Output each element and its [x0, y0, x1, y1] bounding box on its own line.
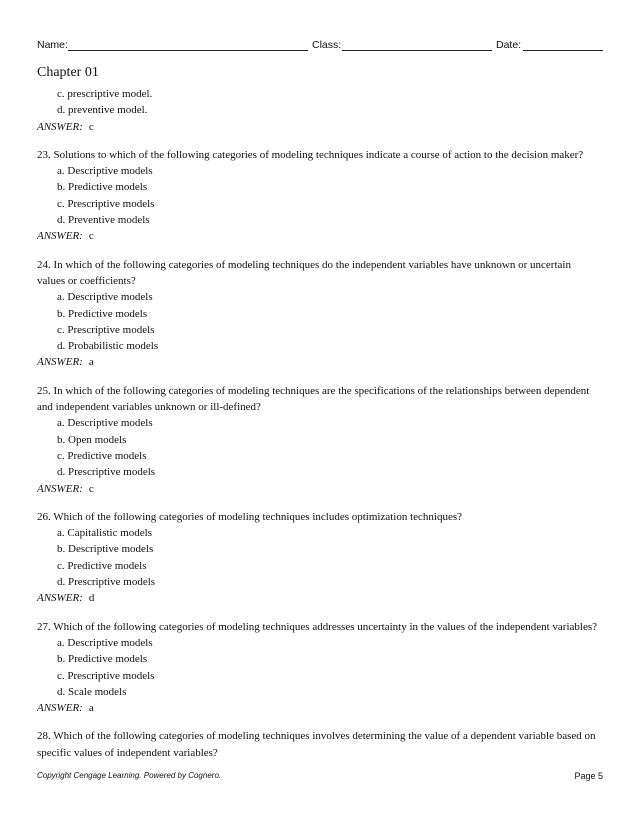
option: d. Prescriptive models	[57, 466, 156, 479]
option: d. preventive model.	[57, 104, 148, 117]
option: c. Predictive models	[57, 449, 147, 462]
option: b. Predictive models	[57, 181, 148, 194]
copyright-text: Copyright Cengage Learning. Powered by Cognero.	[37, 771, 222, 780]
question-block	[37, 619, 603, 729]
option: a. Descriptive models	[57, 417, 153, 430]
option: c. Prescriptive models	[57, 197, 155, 210]
question-block	[37, 509, 603, 619]
page-footer	[37, 770, 603, 784]
answer-value: a	[88, 356, 94, 369]
option: a. Descriptive models	[57, 165, 153, 178]
answer-line	[37, 119, 603, 135]
option: b. Predictive models	[57, 653, 148, 666]
option: d. Preventive models	[57, 214, 150, 227]
question-block	[37, 147, 603, 257]
name-blank	[68, 50, 308, 51]
question-list	[37, 86, 603, 761]
answer-line	[37, 481, 603, 497]
answer-line	[37, 228, 603, 244]
class-blank	[342, 50, 492, 51]
question-text: 28. Which of the following categories of modeling techniques involves determining the value of a dependent variable based on specific values of independent variables?	[37, 730, 596, 759]
answer-value: c	[88, 230, 94, 243]
answer-line	[37, 590, 603, 606]
answer-label: ANSWER:	[37, 230, 83, 243]
question-text: 26. Which of the following categories of modeling techniques includes optimization techniques?	[37, 510, 463, 523]
option: c. prescriptive model.	[57, 88, 153, 100]
class-label: Class:	[312, 39, 342, 51]
question-block	[37, 257, 603, 383]
option: c. Predictive models	[57, 559, 147, 572]
page-number: Page 5	[574, 771, 603, 781]
answer-label: ANSWER:	[37, 702, 83, 715]
answer-label: ANSWER:	[37, 120, 83, 133]
answer-line	[37, 700, 603, 716]
name-label: Name:	[37, 39, 68, 51]
option: d. Scale models	[57, 685, 127, 698]
answer-label: ANSWER:	[37, 592, 83, 605]
question-text: 23. Solutions to which of the following categories of modeling techniques indicate a course of action to the decision maker?	[37, 148, 584, 161]
option: d. Probabilistic models	[57, 340, 159, 353]
question-text: 24. In which of the following categories of modeling techniques do the independent variables have unknown or uncertain values or coefficients?	[37, 258, 571, 287]
question-block	[37, 383, 603, 509]
chapter-title: Chapter 01	[37, 65, 99, 80]
date-blank	[523, 50, 603, 51]
date-label: Date:	[496, 39, 522, 51]
option: b. Descriptive models	[57, 543, 154, 556]
question-text: 27. Which of the following categories of modeling techniques addresses uncertainty in the values of the independent variables?	[37, 620, 598, 633]
option: a. Descriptive models	[57, 291, 153, 304]
answer-label: ANSWER:	[37, 356, 83, 369]
option: a. Descriptive models	[57, 636, 153, 649]
option: c. Prescriptive models	[57, 323, 155, 336]
option: d. Prescriptive models	[57, 576, 156, 589]
answer-label: ANSWER:	[37, 482, 83, 495]
option: c. Prescriptive models	[57, 669, 155, 682]
carryover-block	[37, 86, 603, 147]
answer-value: c	[88, 482, 94, 495]
question-text: 25. In which of the following categories of modeling techniques are the specifications of the relationships between dependent and independent variables unknown or ill-defined?	[37, 384, 590, 414]
option: b. Predictive models	[57, 307, 148, 320]
header-fields	[37, 38, 603, 54]
question-block	[37, 728, 603, 761]
option: b. Open models	[57, 433, 127, 446]
answer-line	[37, 354, 603, 370]
answer-value: d	[88, 592, 95, 605]
answer-value: a	[88, 702, 94, 715]
option: a. Capitalistic models	[57, 527, 153, 540]
answer-value: c	[88, 120, 94, 133]
